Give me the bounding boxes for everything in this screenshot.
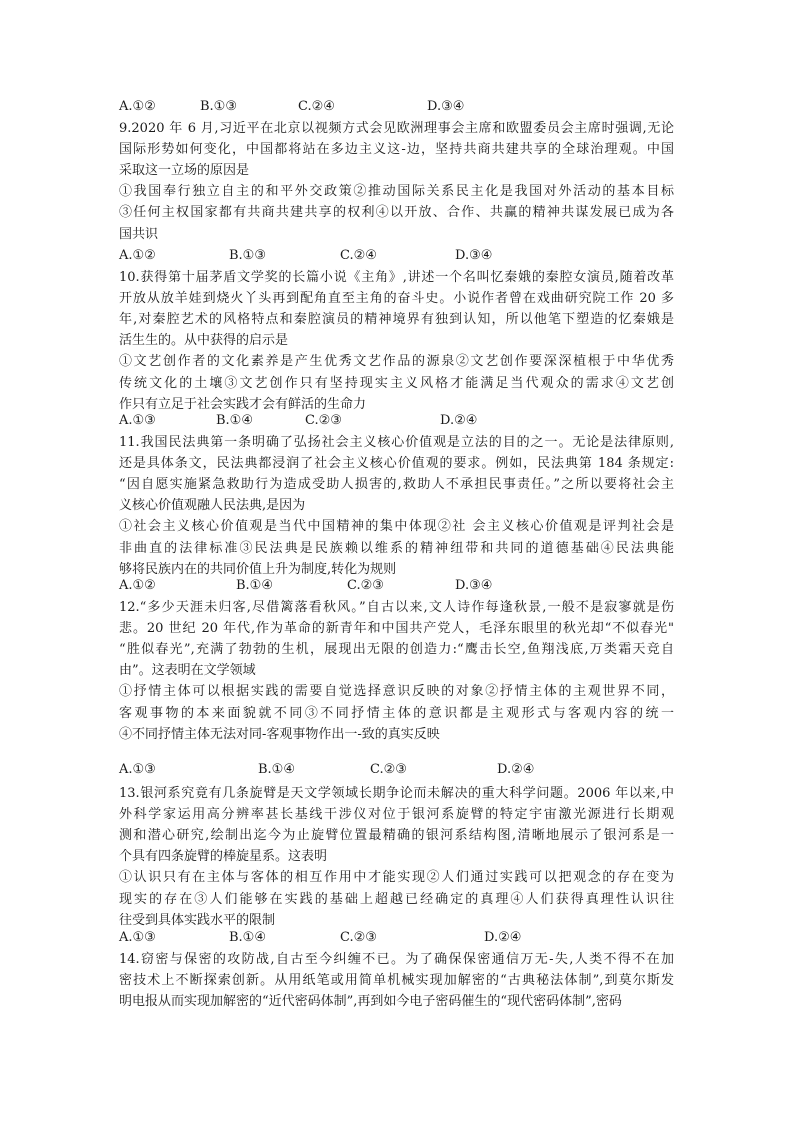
answer-option-d: D.②④ bbox=[497, 762, 535, 777]
answer-option-a: A.①② bbox=[119, 248, 156, 263]
answer-option-c: C.②④ bbox=[340, 248, 377, 263]
line-text: 作只有立足于社会实践才会有鲜活的生命力 bbox=[119, 396, 367, 412]
answer-option-d: D.②④ bbox=[440, 413, 478, 428]
line-text: ①我国奉行独立自主的和平外交政策②推动国际关系民主化是我国对外活动的基本目标 bbox=[119, 184, 674, 200]
answer-option-a: A.①③ bbox=[119, 762, 156, 777]
line-text: 客观事物的本来面貌就不同③不同抒情主体的意识都是主观形式与客观内容的统一 bbox=[119, 705, 674, 721]
question-text-line bbox=[119, 867, 674, 889]
line-text: 14.窃密与保密的攻防战,自古至今纠缠不已。为了确保保密通信万无-失,人类不得不在加 bbox=[119, 952, 674, 967]
question-text-line bbox=[119, 783, 674, 805]
question-text-line bbox=[119, 597, 674, 619]
question-text-line bbox=[119, 181, 674, 203]
line-text: 国共识 bbox=[119, 226, 159, 242]
question-text-line bbox=[119, 495, 305, 517]
question-text-line bbox=[119, 991, 622, 1013]
question-text-line bbox=[119, 949, 674, 971]
line-text: 非曲直的法律标准③民法典是民族赖以维系的精神纽带和共同的道德基础④民法典能 bbox=[119, 540, 674, 556]
line-text: ①文艺创作者的文化素养是产生优秀文艺作品的源泉②文艺创作要深深植根于中华优秀 bbox=[119, 354, 674, 370]
question-text-line bbox=[119, 202, 674, 224]
line-text: “因自愿实施紧急救助行为造成受助人损害的,救助人不承担民事责任。”之所以要将社会主 bbox=[119, 477, 674, 493]
question-text-line bbox=[119, 474, 674, 496]
line-text: 由”。这表明在文学领域 bbox=[119, 663, 256, 679]
line-text: 测和潜心研究,绘制出迄今为止旋臂位置最精确的银河系结构图,清晰地展示了银河系是一 bbox=[119, 828, 674, 844]
line-text: ④不同抒情主体无法对同-客观事物作出一-致的真实反映 bbox=[119, 726, 440, 742]
question-text-line bbox=[119, 538, 674, 560]
line-text: ①抒情主体可以根据实践的需要自觉选择意识反映的对象②抒情主体的主观世界不同， bbox=[119, 684, 674, 700]
line-text: 10.获得第十届茅盾文学奖的长篇小说《主角》,讲述一个名叫忆秦娥的秦腔女演员,随着改革 bbox=[119, 270, 674, 285]
line-text: 13.银河系究竟有几条旋臂是天文学领域长期争论而未解决的重大科学问题。2006 年以来,中 bbox=[119, 786, 674, 801]
answer-option-d: D.③④ bbox=[455, 248, 493, 263]
answer-option-d: D.②④ bbox=[484, 930, 522, 945]
question-text-line bbox=[119, 309, 674, 331]
line-text: 11.我国民法典第一条明确了弘扬社会主义核心价值观是立法的目的之一。无论是法律原则, bbox=[119, 435, 674, 450]
question-text-line bbox=[119, 453, 674, 475]
line-text: “胜似春光”,充满了勃勃的生机，展现出无限的创造力:“鹰击长空,鱼翔浅底,万类霜天竞自 bbox=[119, 642, 674, 658]
question-text-line bbox=[119, 432, 674, 454]
line-text: 开放从放羊娃到烧火丫头再到配角直至主角的奋斗史。小说作者曾在戏曲研究院工作 20 多 bbox=[119, 291, 674, 307]
line-text: 明电报从而实现加解密的“近代密码体制”,再到如今电子密码催生的“现代密码体制”,密码 bbox=[119, 994, 622, 1010]
question-text-line bbox=[119, 889, 674, 911]
answer-option-a: A.①② bbox=[119, 578, 156, 593]
line-text: 采取这一立场的原因是 bbox=[119, 163, 250, 179]
line-text: 活生生的。从中获得的启示是 bbox=[119, 333, 289, 349]
line-text: 个具有四条旋臂的棒旋星系。这表明 bbox=[119, 849, 328, 865]
answer-option-c: C.②③ bbox=[370, 762, 407, 777]
question-text-line bbox=[119, 804, 674, 826]
line-text: 9.2020 年 6 月,习近平在北京以视频方式会见欧洲理事会主席和欧盟委员会主席时强调,无论 bbox=[119, 121, 674, 136]
question-text-line bbox=[119, 724, 440, 746]
line-text: 国际形势如何变化，中国都将站在多边主义这-边，坚持共商共建共享的全球治理观。中国 bbox=[119, 142, 674, 158]
question-text-line bbox=[119, 703, 674, 725]
answer-option-a: A.①③ bbox=[119, 930, 156, 945]
line-text: 现实的存在③人们能够在实践的基础上超越已经确定的真理④人们获得真理性认识往 bbox=[119, 891, 674, 907]
line-text: ①社会主义核心价值观是当代中国精神的集中体现②社 会主义核心价值观是评判社会是 bbox=[119, 519, 674, 535]
question-text-line bbox=[119, 330, 288, 352]
answer-option-a: A.①③ bbox=[119, 413, 156, 428]
question-text-line bbox=[119, 516, 674, 538]
answer-option-d: D.③④ bbox=[427, 99, 465, 114]
line-text: 外科学家运用高分辨率甚长基线干涉仪对位于银河系旋臂的特定宇宙激光源进行长期观 bbox=[119, 807, 674, 823]
line-text: ③任何主权国家都有共商共建共享的权利④以开放、合作、共赢的精神共谋发展已成为各 bbox=[119, 205, 674, 221]
question-text-line bbox=[119, 139, 674, 161]
question-text-line bbox=[119, 267, 674, 289]
answer-option-b: B.①③ bbox=[200, 99, 237, 114]
answer-option-c: C.②④ bbox=[298, 99, 335, 114]
answer-option-b: B.①④ bbox=[258, 762, 295, 777]
question-text-line bbox=[119, 618, 674, 640]
answer-option-a: A.①② bbox=[119, 99, 156, 114]
answer-option-c: C.②③ bbox=[305, 413, 342, 428]
line-text: 还是具体条文，民法典都浸润了社会主义核心价值观的要求。例如，民法典第 184 条规定: bbox=[119, 456, 674, 472]
question-text-line bbox=[119, 373, 674, 395]
line-text: 义核心价值观融人民法典,是因为 bbox=[119, 498, 306, 514]
answer-option-b: B.①③ bbox=[229, 248, 266, 263]
answer-option-b: B.①④ bbox=[216, 413, 253, 428]
question-text-line bbox=[119, 970, 674, 992]
question-text-line bbox=[119, 639, 674, 661]
answer-option-c: C.②③ bbox=[347, 578, 384, 593]
line-text: 12.“多少天涯未归客,尽借篱落看秋风。”自古以来,文人诗作每逢秋景,一般不是寂寥就是伤 bbox=[119, 600, 674, 615]
answer-option-b: B.①④ bbox=[236, 578, 273, 593]
answer-option-c: C.②③ bbox=[340, 930, 377, 945]
line-text: 传统文化的土壤③文艺创作只有坚持现实主义风格才能满足当代观众的需求④文艺创 bbox=[119, 375, 674, 391]
line-text: 年,对秦腔艺术的风格特点和秦腔演员的精神境界有独到认知，所以他笔下塑造的忆秦娥是 bbox=[119, 312, 674, 328]
question-text-line bbox=[119, 660, 256, 682]
line-text: 密技术上不断探索创新。从用纸笔或用简单机械实现加解密的“古典秘法体制”,到莫尔斯发 bbox=[119, 973, 674, 989]
question-text-line bbox=[119, 118, 674, 140]
question-text-line bbox=[119, 160, 249, 182]
line-text: 悲。20 世纪 20 年代,作为革命的新青年和中国共产党人，毛泽东眼里的秋光却“不似春光" bbox=[119, 621, 674, 637]
question-text-line bbox=[119, 351, 674, 373]
line-text: 够将民族内在的共同价值上升为制度,转化为规则 bbox=[119, 561, 397, 577]
line-text: ①认识只有在主体与客体的相互作用中才能实现②人们通过实践可以把观念的存在变为 bbox=[119, 870, 674, 886]
answer-option-d: D.③④ bbox=[455, 578, 493, 593]
question-text-line bbox=[119, 846, 327, 868]
question-text-line bbox=[119, 288, 674, 310]
line-text: 往受到具体实践水平的限制 bbox=[119, 912, 276, 928]
question-text-line bbox=[119, 825, 674, 847]
question-text-line bbox=[119, 681, 674, 703]
answer-option-b: B.①④ bbox=[229, 930, 266, 945]
question-text-line bbox=[119, 224, 158, 246]
